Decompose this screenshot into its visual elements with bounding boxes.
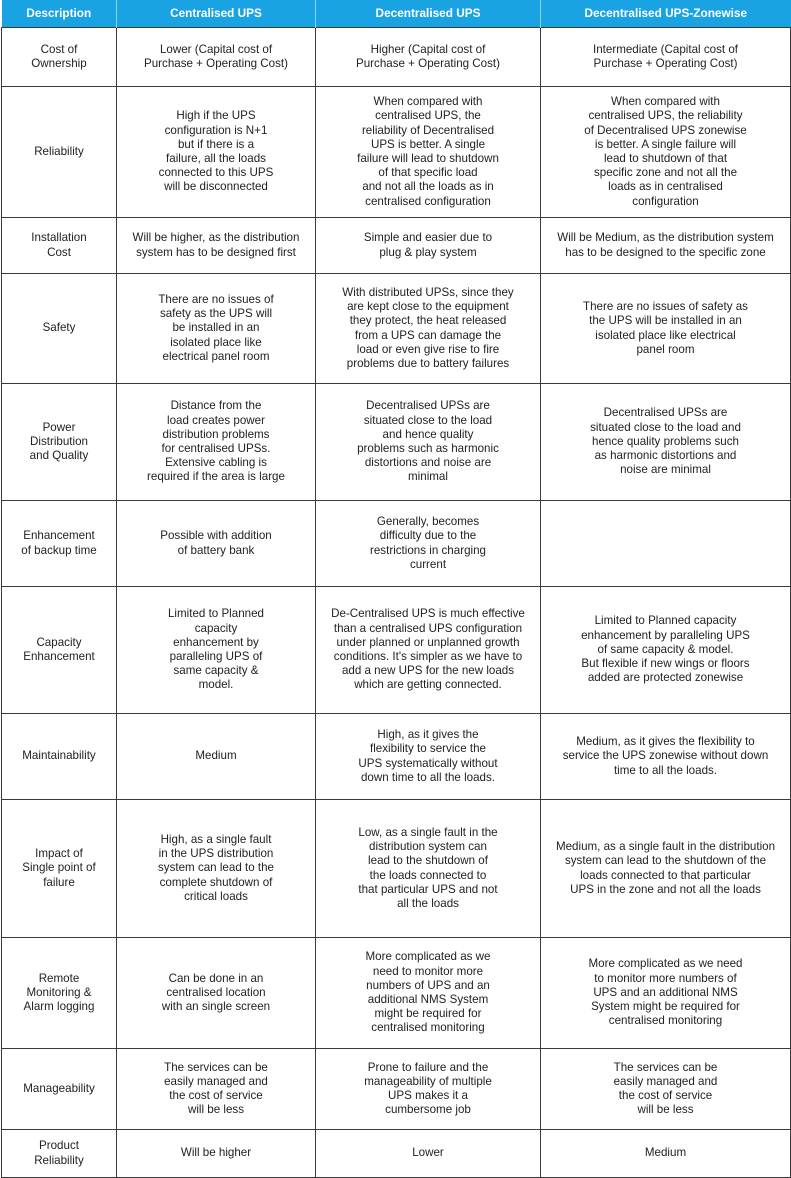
cell-decentralised: Lower	[316, 1130, 541, 1178]
row-description: Maintainability	[2, 714, 117, 800]
cell-zonewise: Medium, as it gives the flexibility to service the UPS zonewise without down time to all the loads.	[541, 714, 791, 800]
cell-centralised: Can be done in an centralised location with an single screen	[117, 938, 316, 1049]
ups-comparison-table	[1, 0, 791, 1178]
table-row	[2, 1130, 791, 1178]
cell-decentralised: More complicated as we need to monitor more numbers of UPS and an additional NMS System might be required for centralised monitoring	[316, 938, 541, 1049]
table-row	[2, 800, 791, 938]
cell-centralised: Possible with addition of battery bank	[117, 501, 316, 587]
cell-centralised: There are no issues of safety as the UPS will be installed in an isolated place like electrical panel room	[117, 274, 316, 384]
cell-decentralised: Decentralised UPSs are situated close to the load and hence quality problems such as harmonic distortions and noise are minimal	[316, 384, 541, 501]
row-description: Enhancement of backup time	[2, 501, 117, 587]
header-centralised-ups: Centralised UPS	[117, 0, 316, 28]
cell-centralised: Limited to Planned capacity enhancement by paralleling UPS of same capacity & model.	[117, 587, 316, 714]
cell-centralised: Lower (Capital cost of Purchase + Operating Cost)	[117, 28, 316, 87]
cell-centralised: High, as a single fault in the UPS distribution system can lead to the complete shutdown of critical loads	[117, 800, 316, 938]
header-decentralised-ups: Decentralised UPS	[316, 0, 541, 28]
cell-decentralised: Prone to failure and the manageability of multiple UPS makes it a cumbersome job	[316, 1049, 541, 1130]
cell-zonewise: Will be Medium, as the distribution system has to be designed to the specific zone	[541, 218, 791, 274]
cell-decentralised: When compared with centralised UPS, the reliability of Decentralised UPS is better. A single failure will lead to shutdown of that specific load and not all the loads as in centralised configuration	[316, 87, 541, 218]
header-row	[2, 0, 791, 28]
row-description: Capacity Enhancement	[2, 587, 117, 714]
cell-zonewise: There are no issues of safety as the UPS will be installed in an isolated place like electrical panel room	[541, 274, 791, 384]
row-description: Cost of Ownership	[2, 28, 117, 87]
cell-decentralised: Higher (Capital cost of Purchase + Operating Cost)	[316, 28, 541, 87]
cell-zonewise: Medium, as a single fault in the distribution system can lead to the shutdown of the loads connected to that particular UPS in the zone and not all the loads	[541, 800, 791, 938]
cell-zonewise: When compared with centralised UPS, the reliability of Decentralised UPS zonewise is better. A single failure will lead to shutdown of that specific zone and not all the loads as in centralised configuration	[541, 87, 791, 218]
cell-centralised: Will be higher	[117, 1130, 316, 1178]
cell-centralised: Distance from the load creates power distribution problems for centralised UPSs. Extensive cabling is required if the area is large	[117, 384, 316, 501]
table-row	[2, 501, 791, 587]
header-description: Description	[2, 0, 117, 28]
cell-centralised: The services can be easily managed and the cost of service will be less	[117, 1049, 316, 1130]
table-row	[2, 384, 791, 501]
cell-zonewise: More complicated as we need to monitor more numbers of UPS and an additional NMS System might be required for centralised monitoring	[541, 938, 791, 1049]
cell-zonewise	[541, 501, 791, 587]
row-description: Installation Cost	[2, 218, 117, 274]
table-row	[2, 28, 791, 87]
row-description: Product Reliability	[2, 1130, 117, 1178]
table-row	[2, 938, 791, 1049]
table-row	[2, 87, 791, 218]
cell-centralised: Medium	[117, 714, 316, 800]
cell-zonewise: Intermediate (Capital cost of Purchase + Operating Cost)	[541, 28, 791, 87]
cell-decentralised: Simple and easier due to plug & play system	[316, 218, 541, 274]
cell-decentralised: With distributed UPSs, since they are kept close to the equipment they protect, the heat released from a UPS can damage the load or even give rise to fire problems due to battery failures	[316, 274, 541, 384]
table-row	[2, 274, 791, 384]
cell-zonewise: The services can be easily managed and the cost of service will be less	[541, 1049, 791, 1130]
cell-centralised: High if the UPS configuration is N+1 but if there is a failure, all the loads connected to this UPS will be disconnected	[117, 87, 316, 218]
row-description: Reliability	[2, 87, 117, 218]
cell-decentralised: Generally, becomes difficulty due to the restrictions in charging current	[316, 501, 541, 587]
row-description: Impact of Single point of failure	[2, 800, 117, 938]
row-description: Safety	[2, 274, 117, 384]
cell-centralised: Will be higher, as the distribution system has to be designed first	[117, 218, 316, 274]
table-row	[2, 714, 791, 800]
table-row	[2, 587, 791, 714]
table-row	[2, 1049, 791, 1130]
row-description: Manageability	[2, 1049, 117, 1130]
cell-zonewise: Limited to Planned capacity enhancement by paralleling UPS of same capacity & model. But flexible if new wings or floors added are protected zonewise	[541, 587, 791, 714]
table-row	[2, 218, 791, 274]
cell-zonewise: Medium	[541, 1130, 791, 1178]
cell-decentralised: De-Centralised UPS is much effective than a centralised UPS configuration under planned or unplanned growth conditions. It's simpler as we have to add a new UPS for the new loads which are getting connected.	[316, 587, 541, 714]
cell-decentralised: Low, as a single fault in the distribution system can lead to the shutdown of the loads connected to that particular UPS and not all the loads	[316, 800, 541, 938]
cell-zonewise: Decentralised UPSs are situated close to the load and hence quality problems such as harmonic distortions and noise are minimal	[541, 384, 791, 501]
row-description: Power Distribution and Quality	[2, 384, 117, 501]
table-body	[2, 28, 791, 1178]
row-description: Remote Monitoring & Alarm logging	[2, 938, 117, 1049]
header-decentralised-ups-zonewise: Decentralised UPS-Zonewise	[541, 0, 791, 28]
cell-decentralised: High, as it gives the flexibility to service the UPS systematically without down time to all the loads.	[316, 714, 541, 800]
